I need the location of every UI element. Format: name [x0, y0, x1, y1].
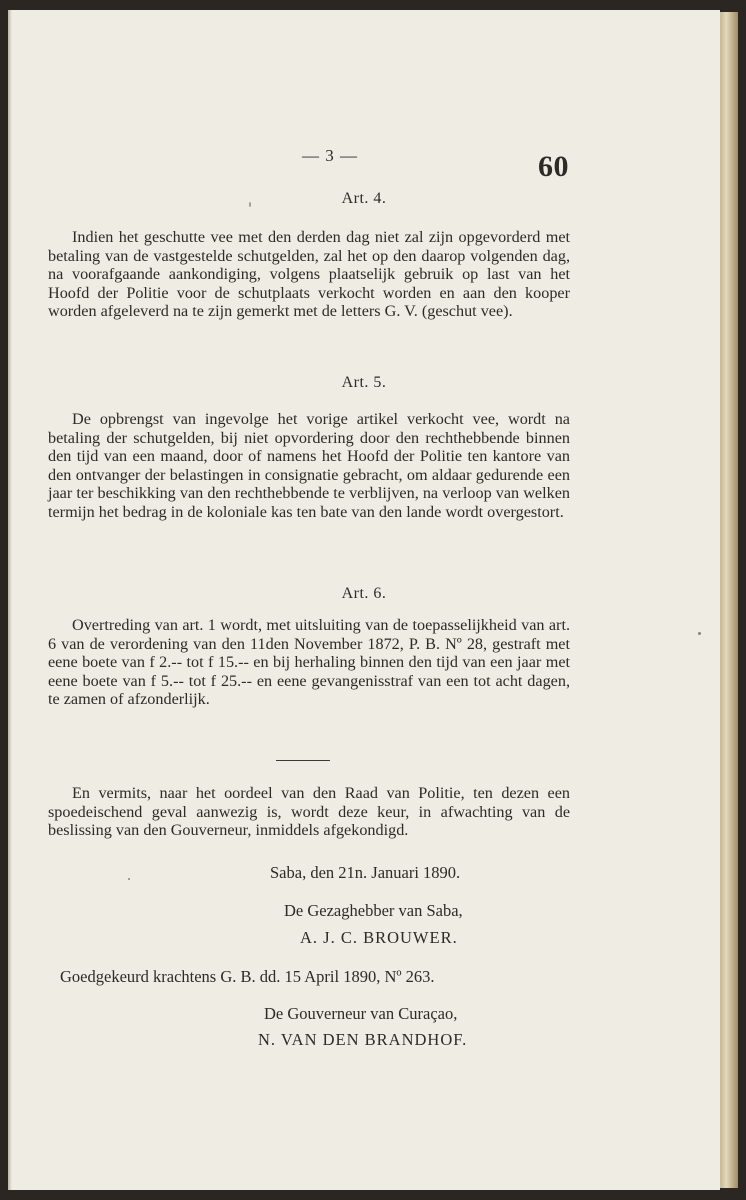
approval-line: Goedgekeurd krachtens G. B. dd. 15 April 1890, Nº 263. [60, 967, 435, 986]
article-4-text: Indien het geschutte vee met den derden dag niet zal zijn opgevorderd met betaling van de vastgestelde schutgelden, zal het op den daarop volgenden dag, na voorafgaande aankondiging, volgens plaatselijk gebruik op last van het Hoofd der Politie voor de schutplaats verkocht worden en aan den kooper worden afgeleverd na te zijn gemerkt met de letters G. V. (geschut vee). [48, 228, 570, 321]
paper-speck [128, 878, 130, 880]
page-number: — 3 — [302, 146, 358, 165]
article-4-heading: Art. 4. [341, 190, 387, 207]
article-6-text: Overtreding van art. 1 wordt, met uitsluiting van de toepasselijkheid van art. 6 van de verordening van den 11den November 1872, P. B. Nº 28, gestraft met eene boete van f 2.-- tot f 15.-- en bij herhaling binnen den tijd van een jaar met eene boete van f 5.-- tot f 25.-- en eene gevangenisstraf van een tot acht dagen, te zamen of afzonderlijk. [48, 616, 570, 709]
article-4-body [48, 228, 570, 321]
governor-name: N. VAN DEN BRANDHOF. [258, 1030, 468, 1049]
closing-body [48, 784, 570, 840]
article-5-heading: Art. 5. [341, 374, 387, 391]
article-6-body [48, 616, 570, 709]
signer-title: De Gezaghebber van Saba, [284, 901, 463, 920]
article-6-heading: Art. 6. [341, 585, 387, 602]
document-page [8, 10, 720, 1190]
signer-name: A. J. C. BROUWER. [300, 928, 458, 947]
paper-speck [698, 632, 701, 635]
governor-title: De Gouverneur van Curaçao, [264, 1004, 458, 1023]
folio-number: 60 [538, 150, 569, 183]
place-date: Saba, den 21n. Januari 1890. [270, 863, 461, 882]
article-5-text: De opbrengst van ingevolge het vorige artikel verkocht vee, wordt na betaling der schutgelden, bij niet opvordering door den rechthebbende binnen den tijd van een maand, door of namens het Hoofd der Politie ten kantore van den ontvanger der belastingen in consignatie gebracht, om aldaar gedurende een jaar ter beschikking van den rechthebbende te verblijven, na verloop van welken termijn het bedrag in de koloniale kas ten bate van den lande wordt overgestort. [48, 410, 570, 521]
closing-text: En vermits, naar het oordeel van den Raad van Politie, ten dezen een spoedeischend geval aanwezig is, wordt deze keur, in afwachting van de beslissing van den Gouverneur, inmiddels afgekondigd. [48, 784, 570, 840]
article-5-body [48, 410, 570, 522]
paper-speck [249, 202, 251, 207]
section-divider [276, 760, 330, 761]
